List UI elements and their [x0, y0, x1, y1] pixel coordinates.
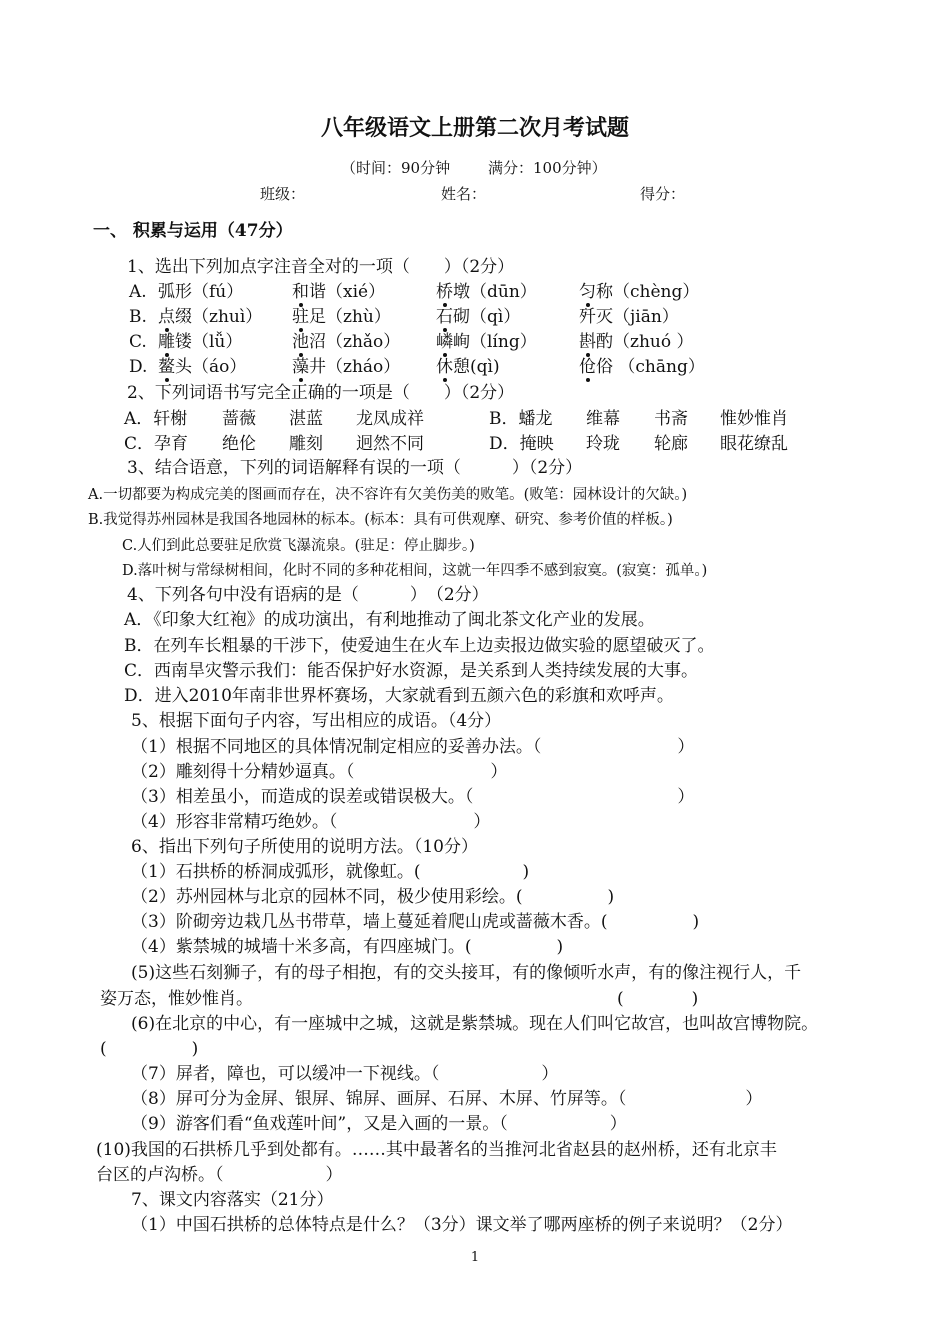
q6-item: （9）游客们看“鱼戏莲叶间”，又是入画的一景。（ ） [131, 1114, 627, 1134]
q6-item: （4）紫禁城的城墙十米多高，有四座城门。( ) [131, 937, 564, 957]
q4-option-d: D．进入2010年南非世界杯赛场，大家就看到五颜六色的彩旗和欢呼声。 [124, 686, 674, 706]
q6-item: (10)我国的石拱桥几乎到处都有。……其中最著名的当推河北省赵县的赵州桥，还有北京丰 [96, 1140, 777, 1160]
q7-stem: 7、课文内容落实（21分） [131, 1190, 334, 1210]
q1-pinyin: 砌（qì） [453, 307, 521, 327]
q1-option-item [579, 331, 694, 353]
class-label: 班级： [260, 185, 306, 203]
q1-option-item [579, 356, 705, 378]
q2-word: 迥然不同 [356, 434, 424, 454]
q2-word: 维幕 [586, 409, 620, 429]
q2-word: 轮廊 [654, 434, 688, 454]
q5-item: （2）雕刻得十分精妙逼真。（ ） [131, 762, 508, 782]
q1-marked-char: 嶙 [436, 332, 453, 352]
q1-pinyin: 足（zhù） [309, 307, 391, 327]
q2-word: C．孕育 [124, 434, 189, 454]
q3-option-c: C.人们到此总要驻足欣赏飞瀑流泉。(驻足：停止脚步。) [122, 538, 475, 554]
q1-pinyin: 井（zháo） [309, 357, 401, 377]
q1-option-item [292, 356, 400, 378]
q3-option-b: B.我觉得苏州园林是我国各地园林的标本。(标本：具有可供观摩、研究、参考价值的样板。) [88, 512, 673, 528]
q1-option-item [579, 281, 699, 303]
exam-full-score: 满分：100分钟） [488, 159, 607, 177]
q6-item: （7）屏者，障也，可以缓冲一下视线。（ ） [131, 1064, 559, 1084]
q3-option-a: A.一切都要为构成完美的图画而存在，决不容许有欠美伤美的败笔。(败笔：园林设计的欠缺。) [88, 487, 688, 503]
q6-item: (6)在北京的中心，有一座城中之城，这就是紫禁城。现在人们叫它故宫，也叫故宫博物院。 [131, 1014, 819, 1034]
q2-word: 龙凤成祥 [356, 409, 424, 429]
q1-marked-char: 点 [158, 307, 175, 327]
q3-option-d: D.落叶树与常绿树相间，化时不同的多种花相间，这就一年四季不感到寂寞。(寂寞：孤单。) [122, 563, 708, 579]
q1-option-item [436, 306, 520, 328]
q1-marked-char: 石 [436, 307, 453, 327]
q6-item: （1）石拱桥的桥洞成弧形，就像虹。( ) [131, 862, 530, 882]
q6-item-continued: 台区的卢沟桥。（ ） [96, 1165, 343, 1185]
page-number: 1 [470, 1250, 480, 1265]
q1-marked-char: 歼 [579, 307, 596, 327]
q1-pinyin: 头（áo） [175, 357, 247, 377]
q1-pinyin: 灭（jiān） [596, 307, 679, 327]
name-label: 姓名： [441, 185, 487, 203]
q5-item: （3）相差虽小，而造成的误差或错误极大。（ ） [131, 787, 695, 807]
q1-marked-char: 藻 [292, 357, 309, 377]
q1-marked-char: 伧 [579, 357, 596, 377]
q1-option-item [579, 306, 679, 328]
q2-word: 惟妙惟肖 [720, 409, 788, 429]
q2-word: 眼花缭乱 [720, 434, 788, 454]
q2-word: 玲珑 [586, 434, 620, 454]
q5-stem: 5、根据下面句子内容，写出相应的成语。（4分） [131, 711, 502, 731]
q1-option-item [292, 281, 385, 303]
q1-marked-char: 匀 [579, 282, 596, 302]
q1-pinyin: 俗 （chāng） [596, 357, 705, 377]
q1-option-item [436, 331, 537, 353]
q6-item: （3）阶砌旁边栽几丛书带草，墙上蔓延着爬山虎或蔷薇木香。( ) [131, 912, 700, 932]
q1-pinyin: 墩（dūn） [453, 282, 537, 302]
q1-marked-char: 池 [292, 332, 309, 352]
page-title: 八年级语文上册第二次月考试题 [320, 115, 629, 141]
q1-marked-char: 休 [436, 357, 453, 377]
q5-item: （1）根据不同地区的具体情况制定相应的妥善办法。（ ） [131, 737, 695, 757]
q2-word: B．蟠龙 [489, 409, 553, 429]
q1-marked-char: 和 [292, 282, 309, 302]
q1-marked-char: 鳌 [158, 357, 175, 377]
q1-option-item [158, 356, 246, 378]
q2-stem: 2、下列词语书写完全正确的一项是（ ）（2分） [127, 383, 515, 403]
q2-word: 书斋 [654, 409, 688, 429]
q1-pinyin: 憩(qì) [453, 357, 500, 377]
q1-option-item [292, 331, 400, 353]
q1-option-label: C. [129, 332, 147, 352]
q2-word: D．掩映 [489, 434, 554, 454]
q7-item: （1）中国石拱桥的总体特点是什么？（3分）课文举了哪两座桥的例子来说明？（2分） [131, 1215, 793, 1235]
q1-marked-char: 斟 [579, 332, 596, 352]
q1-option-label: D. [129, 357, 148, 377]
q1-option-label: B. [129, 307, 147, 327]
q1-option-item [158, 281, 243, 303]
q1-option-item [158, 331, 242, 353]
q2-word: A．轩榭 [124, 409, 188, 429]
q1-pinyin: 谐（xié） [309, 282, 386, 302]
q4-option-b: B．在列车长粗暴的干涉下，使爱迪生在火车上边卖报边做实验的愿望破灭了。 [124, 636, 715, 656]
q1-marked-char: 雕 [158, 332, 175, 352]
q6-item-continued: 姿万态，惟妙惟肖。 [100, 989, 253, 1009]
q2-word: 雕刻 [289, 434, 323, 454]
q1-option-item [292, 306, 391, 328]
q1-pinyin: 缀（zhuì） [175, 307, 263, 327]
q6-item: (5)这些石刻狮子，有的母子相抱，有的交头接耳，有的像倾听水声，有的像注视行人，千 [131, 963, 802, 983]
q4-option-c: C．西南旱灾警示我们：能否保护好水资源，是关系到人类持续发展的大事。 [124, 661, 699, 681]
section-heading: 一、 积累与运用（47分） [93, 221, 293, 241]
q1-pinyin: 酌（zhuó ） [596, 332, 694, 352]
q1-pinyin: 峋（líng） [453, 332, 537, 352]
q5-item: （4）形容非常精巧绝妙。（ ） [131, 812, 491, 832]
q1-option-item [436, 356, 500, 378]
q6-item: （8）屏可分为金屏、银屏、锦屏、画屏、石屏、木屏、竹屏等。（ ） [131, 1089, 763, 1109]
q6-answer-blank: ( ) [617, 989, 699, 1009]
q6-stem: 6、指出下列句子所使用的说明方法。（10分） [131, 837, 478, 857]
q2-word: 蔷薇 [222, 409, 256, 429]
q1-stem: 1、选出下列加点字注音全对的一项（ ）（2分） [127, 257, 515, 277]
q1-option-item [158, 306, 262, 328]
q6-answer-blank: ( ) [100, 1039, 199, 1059]
q3-stem: 3、结合语意，下列的词语解释有误的一项（ ）（2分） [127, 458, 583, 478]
q1-marked-char: 桥 [436, 282, 453, 302]
q1-pinyin: 称（chèng） [596, 282, 700, 302]
q1-option-label: A. [129, 282, 147, 302]
q1-marked-char: 驻 [292, 307, 309, 327]
q1-marked-char: 弧 [158, 282, 175, 302]
q2-word: 湛蓝 [289, 409, 323, 429]
q1-pinyin: 沼（zhǎo） [309, 332, 401, 352]
q1-pinyin: 镂（lǚ） [175, 332, 243, 352]
q6-item: （2）苏州园林与北京的园林不同，极少使用彩绘。( ) [131, 887, 615, 907]
q4-option-a: A．《印象大红袍》的成功演出，有利地推动了闽北茶文化产业的发展。 [124, 610, 655, 630]
exam-time: （时间：90分钟 [341, 159, 451, 177]
q1-option-item [436, 281, 537, 303]
score-label: 得分： [640, 185, 686, 203]
q1-pinyin: 形（fú） [175, 282, 244, 302]
q4-stem: 4、下列各句中没有语病的是（ ） （2分） [127, 585, 489, 605]
q2-word: 绝伦 [222, 434, 256, 454]
